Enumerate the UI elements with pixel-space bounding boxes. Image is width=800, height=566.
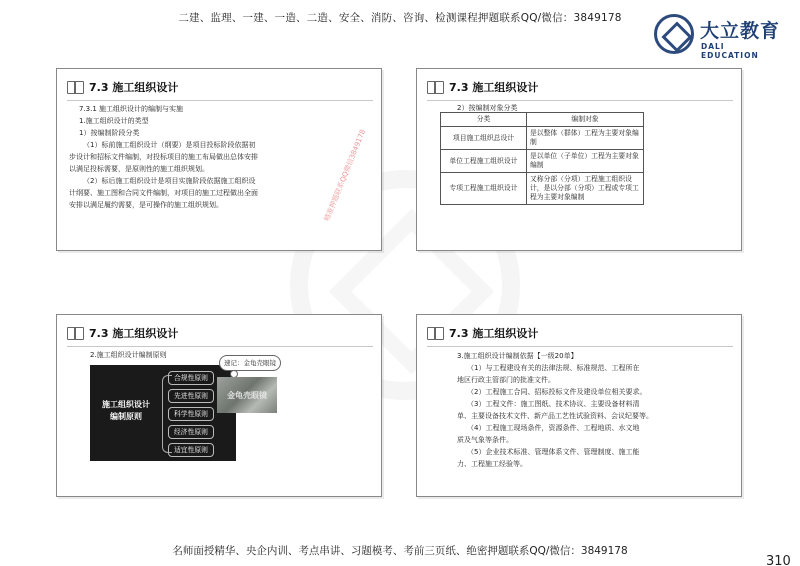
text-line: （1）标前施工组织设计（纲要）是项目投标阶段依据初 [83,141,256,149]
text-line: 安排以满足履约需要，是可操作的施工组织规划。 [69,201,223,209]
slide-title: 7.3 施工组织设计 [449,81,539,94]
book-icon [427,81,444,94]
logo-brand-name: 大立教育 [700,20,781,42]
text-line: 步设计和招标文件编制，对投标项目的施工布局做出总体安排 [69,153,258,161]
slide-title: 7.3 施工组织设计 [89,81,179,94]
table-header-row [441,113,644,127]
footer-text: 名师面授精华、央企内训、考点串讲、习题模考、考前三页纸、绝密押题联系QQ/微信：3849178 [172,545,628,557]
slide-subtitle: 2）按编制对象分类 [457,104,518,112]
top-banner-text: 二建、监理、一建、一造、二造、安全、消防、咨询、检测课程押题联系QQ/微信：3849178 [178,12,622,24]
book-icon [67,327,84,340]
text-line: 7.3.1 施工组织设计的编制与实施 [79,105,184,113]
text-line: 1.施工组织设计的类型 [79,117,149,125]
text-line: 3.施工组织设计编制依据【一级20单】 [457,352,578,360]
slide-3 [56,314,382,497]
book-icon [427,327,444,340]
text-line: （2）工程施工合同、招标投标文件及建设单位相关要求。 [467,388,647,396]
table-row [441,173,644,205]
principle-item: 先进性原则 [168,389,214,403]
text-line: 计纲要、施工图和合同文件编制，对项目的施工过程做出全面 [69,189,258,197]
photo-caption: 金龟壳眼镜 [227,391,267,400]
slide-divider [67,346,373,347]
text-line: （4）工程施工现场条件，资源条件、工程地质、水文地 [467,424,640,432]
slide-4 [416,314,742,497]
text-line: 力、工程施工经验等。 [457,460,527,468]
text-line: 地区行政主管部门的批准文件。 [457,376,555,384]
table-cell: 项目施工组织总设计 [441,127,527,150]
principles-diagram [90,365,236,461]
classification-table [440,112,644,205]
table-cell: 是以整体（群体）工程为主要对象编制 [527,127,644,150]
logo-seal-icon [654,14,694,54]
principle-item: 适宜性原则 [168,443,214,457]
text-line: （1）与工程建设有关的法律法规、标准规范、工程所在 [467,364,640,372]
table-cell: 又称分部（分项）工程施工组织设计，是以分部（分项）工程或专项工程为主要对象编制 [527,173,644,205]
slide-subtitle: 2.施工组织设计编制原则 [90,351,167,359]
logo-brand-english: DALI EDUCATION [701,42,759,60]
slide-divider [427,100,733,101]
table-row [441,150,644,173]
slide-body [457,350,653,470]
slide-divider [67,100,373,101]
slide-title: 7.3 施工组织设计 [89,327,179,340]
text-line: （3）工程文件：施工图纸、技术协议、主要设备材料清 [467,400,640,408]
principle-item: 合规性原则 [168,371,214,385]
table-header-cell: 编制对象 [527,113,644,127]
mnemonic-bubble: 速记：金龟壳眼镜 [219,355,281,371]
table-cell: 是以单位（子单位）工程为主要对象编制 [527,150,644,173]
diagram-main-label-line: 编制原则 [110,412,142,421]
principle-item: 科学性原则 [168,407,214,421]
text-line: 单、主要设备技术文件、新产品工艺性试验资料、会议纪要等。 [457,412,653,420]
table-header-cell: 分类 [441,113,527,127]
text-line: 以满足投标需要，是原则性的施工组织规划。 [69,165,209,173]
table-cell: 专项工程施工组织设计 [441,173,527,205]
text-line: （5）企业技术标准、管理体系文件、管理制度、施工能 [467,448,640,456]
page-number: 310 [766,554,791,566]
slide-title: 7.3 施工组织设计 [449,327,539,340]
red-stamp-text: 精准押题联系QQ微信3849178 [322,128,368,223]
diagram-main-label-line: 施工组织设计 [102,400,150,409]
table-row [441,127,644,150]
slide-body [69,103,258,211]
brand-logo [654,12,784,60]
text-line: （2）标后施工组织设计是项目实施阶段依据施工组织设 [83,177,256,185]
mnemonic-photo [217,377,277,413]
slide-2 [416,68,742,251]
principle-item: 经济性原则 [168,425,214,439]
table-cell: 单位工程施工组织设计 [441,150,527,173]
slide-1 [56,68,382,251]
text-line: 1）按编制阶段分类 [79,129,140,137]
book-icon [67,81,84,94]
text-line: 质及气象等条件。 [457,436,513,444]
slide-divider [427,346,733,347]
diagram-main-label [94,399,158,423]
